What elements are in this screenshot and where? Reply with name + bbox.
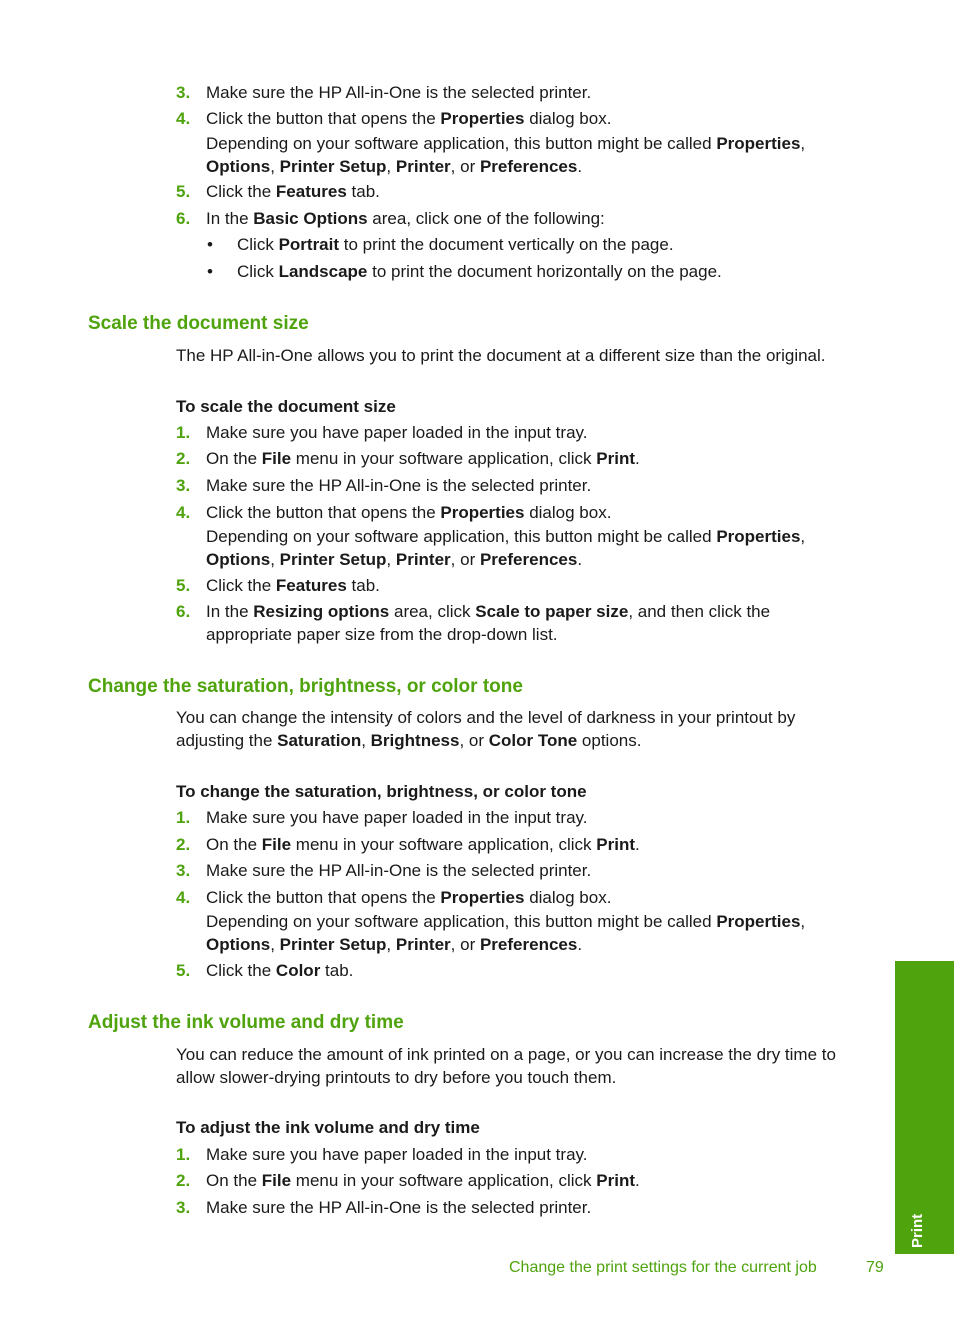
step-number: 3. <box>176 476 191 495</box>
chapter-side-tab <box>895 961 954 1254</box>
section-intro: The HP All-in-One allows you to print the document at a different size than the original. <box>176 346 826 365</box>
procedure-heading: To change the saturation, brightness, or color tone <box>176 782 587 801</box>
step-text: In the Resizing options area, click Scale to paper size, and then click the appropriate paper size from the drop-down list. <box>206 602 771 644</box>
step-number: 6. <box>176 209 191 228</box>
step-text: Make sure the HP All-in-One is the selected printer. <box>206 83 592 102</box>
step-text: Make sure the HP All-in-One is the selected printer. <box>206 861 592 880</box>
step-number: 2. <box>176 449 191 468</box>
step-number: 4. <box>176 109 191 128</box>
footer-page-number: 79 <box>866 1259 884 1276</box>
step-text: On the File menu in your software application, click Print. <box>206 835 640 854</box>
step-text: In the Basic Options area, click one of the following: <box>206 209 605 228</box>
step-note: Depending on your software application, this button might be called Properties, Options, Printer Setup, Printer, or Preferences. <box>206 912 806 954</box>
step-text: On the File menu in your software application, click Print. <box>206 1171 640 1190</box>
step-number: 1. <box>176 1145 191 1164</box>
bullet-text: Click Landscape to print the document horizontally on the page. <box>237 262 722 281</box>
bullet-text: Click Portrait to print the document vertically on the page. <box>237 235 674 254</box>
step-number: 6. <box>176 602 191 621</box>
step-text: Make sure you have paper loaded in the input tray. <box>206 808 588 827</box>
step-text: Click the button that opens the Properties dialog box. <box>206 109 612 128</box>
step-text: Click the Features tab. <box>206 182 380 201</box>
section-intro: You can change the intensity of colors and the level of darkness in your printout by adjusting the Saturation, Brightness, or Color Tone options. <box>176 708 796 750</box>
step-text: Make sure you have paper loaded in the input tray. <box>206 423 588 442</box>
step-text: On the File menu in your software application, click Print. <box>206 449 640 468</box>
procedure-heading: To scale the document size <box>176 397 396 416</box>
step-number: 3. <box>176 1198 191 1217</box>
procedure-heading: To adjust the ink volume and dry time <box>176 1118 480 1137</box>
step-number: 1. <box>176 423 191 442</box>
step-text: Click the Features tab. <box>206 576 380 595</box>
step-number: 4. <box>176 503 191 522</box>
step-text: Make sure you have paper loaded in the input tray. <box>206 1145 588 1164</box>
step-number: 5. <box>176 182 191 201</box>
step-number: 3. <box>176 861 191 880</box>
step-number: 5. <box>176 961 191 980</box>
section-heading-ink: Adjust the ink volume and dry time <box>88 1012 404 1033</box>
step-text: Click the button that opens the Properties dialog box. <box>206 503 612 522</box>
step-number: 5. <box>176 576 191 595</box>
section-intro: You can reduce the amount of ink printed on a page, or you can increase the dry time to allow slower-drying printouts to dry before you touch them. <box>176 1045 836 1087</box>
step-number: 2. <box>176 1171 191 1190</box>
step-number: 1. <box>176 808 191 827</box>
step-text: Click the Color tab. <box>206 961 354 980</box>
chapter-side-tab-label: Print <box>909 1213 926 1248</box>
footer-chapter-title: Change the print settings for the current job <box>509 1259 817 1276</box>
section-heading-saturation: Change the saturation, brightness, or color tone <box>88 676 523 697</box>
bullet-mark: • <box>207 235 213 254</box>
step-text: Click the button that opens the Properties dialog box. <box>206 888 612 907</box>
step-text: Make sure the HP All-in-One is the selected printer. <box>206 476 592 495</box>
step-number: 2. <box>176 835 191 854</box>
step-note: Depending on your software application, this button might be called Properties, Options, Printer Setup, Printer, or Preferences. <box>206 134 806 176</box>
step-number: 4. <box>176 888 191 907</box>
bullet-mark: • <box>207 262 213 281</box>
section-heading-scale: Scale the document size <box>88 313 309 334</box>
step-note: Depending on your software application, this button might be called Properties, Options, Printer Setup, Printer, or Preferences. <box>206 527 806 569</box>
step-number: 3. <box>176 83 191 102</box>
step-text: Make sure the HP All-in-One is the selected printer. <box>206 1198 592 1217</box>
